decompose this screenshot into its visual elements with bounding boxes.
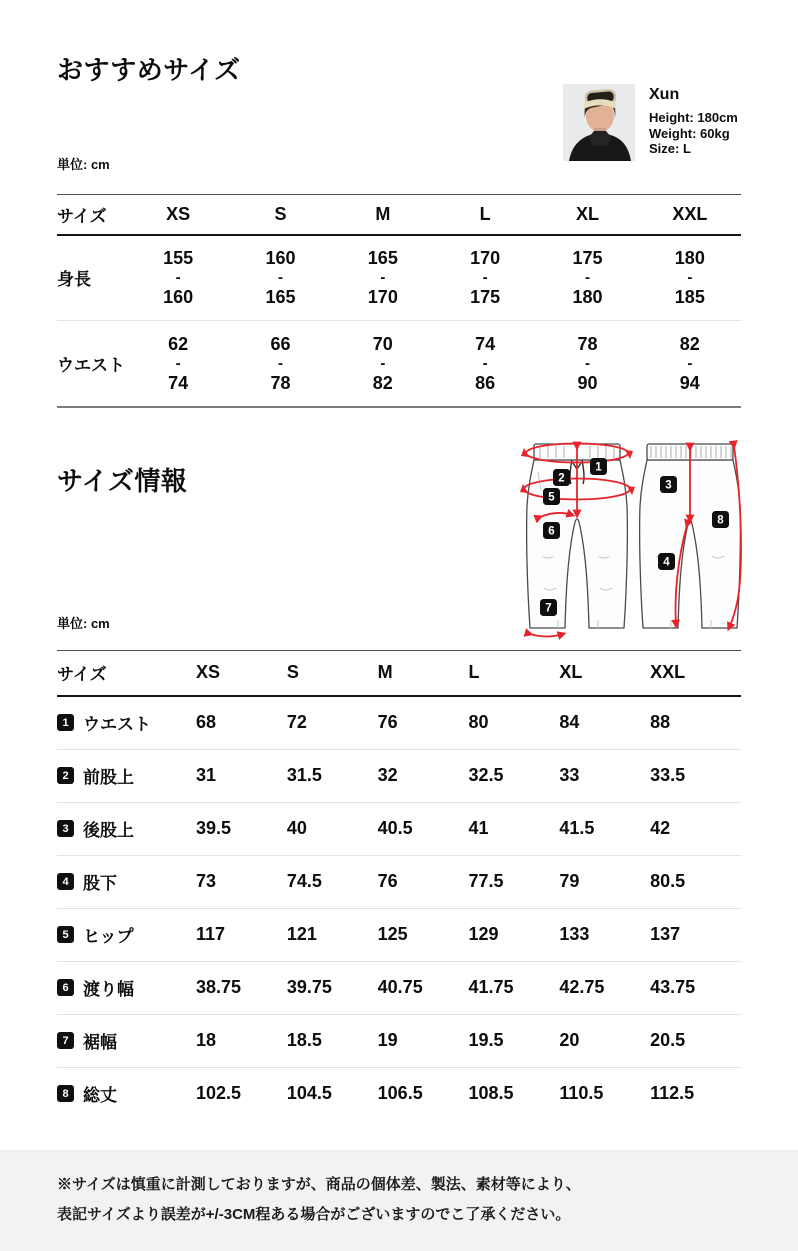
range-cell: 180 - 185 xyxy=(674,248,705,308)
measure-value: 80 xyxy=(468,712,489,733)
measure-value: 110.5 xyxy=(559,1083,604,1104)
measure-value: 32 xyxy=(377,765,398,785)
measure-row-total-length xyxy=(57,1067,741,1120)
model-details xyxy=(649,84,738,161)
measure-value: 18 xyxy=(196,1030,217,1050)
model-size: Size: L xyxy=(649,141,691,156)
range-cell: 155 - 160 xyxy=(163,248,194,308)
measure-value: 102.5 xyxy=(196,1083,242,1104)
note-line-2: 表記サイズより誤差が+/-3CM程ある場合がございますのでこ了承ください。 xyxy=(57,1206,571,1223)
table-row-waist xyxy=(57,321,741,407)
measure-value: 76 xyxy=(377,712,398,733)
row-label: 後股上 xyxy=(83,821,134,840)
measure-value: 106.5 xyxy=(377,1083,423,1104)
measure-value: 76 xyxy=(377,871,398,891)
measure-value: 40 xyxy=(286,818,307,838)
measure-value: 20 xyxy=(559,1030,580,1050)
row-number-badge: 2 xyxy=(57,767,74,784)
measure-value: 84 xyxy=(559,712,580,733)
row-header xyxy=(57,816,196,841)
measure-value: 41.75 xyxy=(468,977,514,997)
column-header-xs: XS xyxy=(127,195,229,235)
row-label: ヒップ xyxy=(83,927,134,946)
recommended-size-table xyxy=(57,194,741,408)
column-header-m: M xyxy=(332,195,434,235)
row-header: ウエスト xyxy=(57,355,125,375)
size-disclaimer-footer xyxy=(0,1150,798,1251)
measure-row-back-rise xyxy=(57,802,741,855)
row-label: 総丈 xyxy=(83,1086,117,1106)
column-header-m: M xyxy=(378,650,469,696)
measure-value: 88 xyxy=(650,712,671,733)
measure-value: 43.75 xyxy=(650,977,696,997)
measure-value: 33.5 xyxy=(650,765,686,785)
column-header-xl: XL xyxy=(536,195,638,235)
column-header-xxl: XXL xyxy=(639,195,741,235)
hem-measure-arrow xyxy=(530,634,563,637)
table-header-row xyxy=(57,195,741,235)
measure-value: 74.5 xyxy=(286,871,322,891)
diagram-badge-4 xyxy=(658,553,675,570)
model-info-card xyxy=(563,84,738,161)
measure-value: 129 xyxy=(468,924,499,944)
column-header-xl: XL xyxy=(559,650,650,696)
measure-value: 39.5 xyxy=(196,818,232,838)
unit-label-recommended: 単位: cm xyxy=(57,157,110,172)
row-header: 身長 xyxy=(57,270,91,290)
range-cell: 74 - 86 xyxy=(475,333,496,393)
measure-value: 112.5 xyxy=(650,1083,695,1104)
row-header xyxy=(57,710,196,735)
range-cell: 78 - 90 xyxy=(577,333,598,393)
measure-value: 19.5 xyxy=(468,1030,504,1050)
row-number-badge: 8 xyxy=(57,1085,74,1102)
diagram-badge-3 xyxy=(660,476,677,493)
row-label: 裾幅 xyxy=(83,1033,117,1052)
range-cell: 62 - 74 xyxy=(168,333,189,393)
range-cell: 160 - 165 xyxy=(265,248,296,308)
unit-label-size-info: 単位: cm xyxy=(57,615,110,631)
model-name: Xun xyxy=(649,86,680,103)
row-number-badge: 4 xyxy=(57,873,74,890)
measure-value: 73 xyxy=(196,871,217,891)
diagram-badge-7 xyxy=(540,599,557,616)
measure-row-hip xyxy=(57,908,741,961)
model-photo xyxy=(563,84,635,161)
measure-value: 108.5 xyxy=(468,1083,514,1104)
column-header-l: L xyxy=(468,650,559,696)
diagram-badge-8 xyxy=(712,511,729,528)
svg-text:5: 5 xyxy=(548,491,555,504)
measure-row-hem-width xyxy=(57,1014,741,1067)
measure-value: 39.75 xyxy=(286,977,332,997)
range-cell: 165 - 170 xyxy=(367,248,398,308)
measure-value: 31 xyxy=(196,765,217,785)
svg-text:4: 4 xyxy=(663,556,670,569)
row-header xyxy=(57,922,196,947)
measurements-table xyxy=(57,650,741,1121)
diagram-badge-5 xyxy=(543,488,560,505)
measure-value: 133 xyxy=(559,924,590,944)
measure-value: 18.5 xyxy=(286,1030,322,1050)
column-header-l: L xyxy=(434,195,536,235)
measure-value: 33 xyxy=(559,765,580,785)
svg-text:8: 8 xyxy=(717,514,724,527)
row-header xyxy=(57,1081,196,1106)
measure-value: 40.75 xyxy=(377,977,423,997)
svg-text:6: 6 xyxy=(548,525,555,538)
row-header xyxy=(57,1028,196,1053)
row-label: 股下 xyxy=(83,874,117,893)
model-weight: Weight: 60kg xyxy=(649,125,730,141)
row-label: 前股上 xyxy=(83,768,134,787)
measure-row-waist xyxy=(57,696,741,749)
column-header-size: サイズ xyxy=(57,195,127,235)
column-header-s: S xyxy=(229,195,331,235)
measure-value: 68 xyxy=(196,712,217,733)
measure-value: 38.75 xyxy=(196,977,242,997)
range-cell: 170 - 175 xyxy=(470,248,501,308)
pants-measurement-diagram xyxy=(520,436,748,642)
measure-value: 137 xyxy=(650,924,681,944)
range-cell: 175 - 180 xyxy=(572,248,603,308)
model-height: Height: 180cm xyxy=(649,110,738,125)
note-line-1: ※サイズは慎重に計測しておりますが、商品の個体差、製法、素材等により、 xyxy=(57,1176,581,1193)
diagram-badge-1 xyxy=(590,458,607,475)
row-number-badge: 5 xyxy=(57,926,74,943)
row-number-badge: 7 xyxy=(57,1032,74,1049)
measure-row-thigh-width xyxy=(57,961,741,1014)
svg-text:2: 2 xyxy=(558,472,565,485)
measure-value: 41.5 xyxy=(559,818,595,838)
row-number-badge: 1 xyxy=(57,714,74,731)
measure-row-front-rise xyxy=(57,749,741,802)
measure-row-inseam xyxy=(57,855,741,908)
row-number-badge: 6 xyxy=(57,979,74,996)
row-label: 渡り幅 xyxy=(83,980,134,999)
measure-value: 41 xyxy=(468,818,489,838)
diagram-badge-2 xyxy=(553,469,570,486)
range-cell: 82 - 94 xyxy=(679,333,700,393)
range-cell: 66 - 78 xyxy=(270,333,291,393)
row-header xyxy=(57,869,196,894)
measure-value: 72 xyxy=(286,712,307,733)
recommended-title: おすすめサイズ xyxy=(57,55,241,85)
measure-value: 104.5 xyxy=(286,1083,332,1104)
measure-value: 32.5 xyxy=(468,765,504,785)
column-header-s: S xyxy=(287,650,378,696)
svg-text:3: 3 xyxy=(665,479,672,492)
range-cell: 70 - 82 xyxy=(372,333,393,393)
measure-value: 31.5 xyxy=(286,765,322,785)
row-label: ウエスト xyxy=(83,715,151,735)
table-header-row xyxy=(57,650,741,696)
row-header xyxy=(57,763,196,788)
svg-text:7: 7 xyxy=(545,602,552,615)
measure-value: 125 xyxy=(377,924,408,944)
measure-value: 117 xyxy=(196,924,226,944)
measure-value: 40.5 xyxy=(377,818,413,838)
row-number-badge: 3 xyxy=(57,820,74,837)
svg-text:1: 1 xyxy=(595,461,602,474)
table-row-height xyxy=(57,235,741,321)
measure-value: 42.75 xyxy=(559,977,605,997)
measure-value: 80.5 xyxy=(650,871,686,891)
column-header-xxl: XXL xyxy=(650,650,741,696)
measure-value: 79 xyxy=(559,871,580,891)
column-header-xs: XS xyxy=(196,650,287,696)
size-info-title: サイズ情報 xyxy=(57,465,188,496)
diagram-badge-6 xyxy=(543,522,560,539)
row-header xyxy=(57,975,196,1000)
measure-value: 20.5 xyxy=(650,1030,686,1050)
measure-value: 42 xyxy=(650,818,671,838)
measure-value: 77.5 xyxy=(468,871,504,891)
measure-value: 19 xyxy=(377,1030,398,1050)
measure-value: 121 xyxy=(286,924,317,944)
column-header-size: サイズ xyxy=(57,650,196,696)
